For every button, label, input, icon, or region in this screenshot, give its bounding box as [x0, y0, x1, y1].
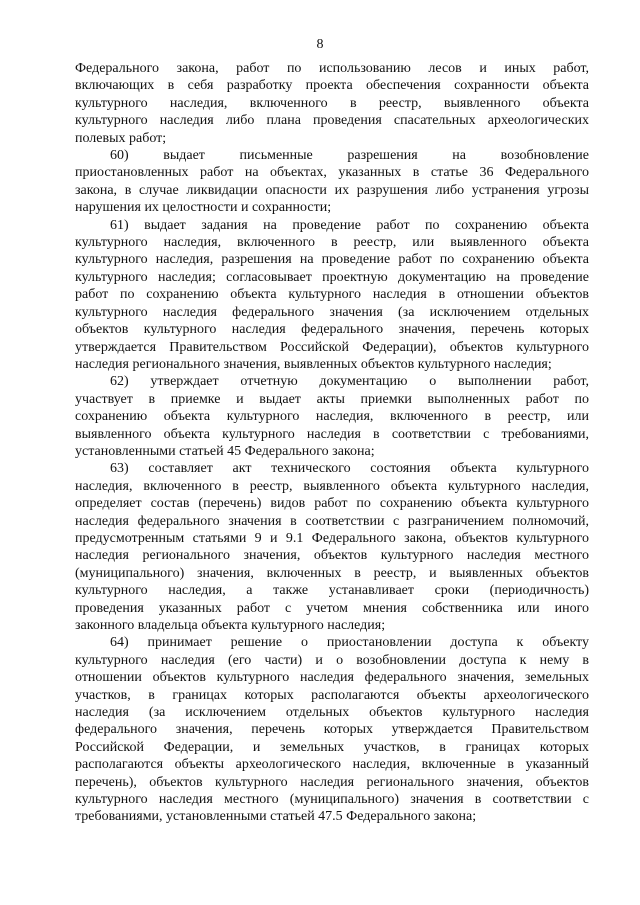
text-line: включающих в себя разработку проекта обеспечения сохранности объекта	[75, 78, 589, 94]
text-line: наследия (за исключением отдельных объектов культурного наследия	[75, 705, 589, 721]
text-line: утверждается Правительством Российской Федерации), объектов культурного	[75, 339, 589, 355]
text-line: наследия, включенного в реестр, выявленного объекта культурного наследия,	[75, 478, 589, 494]
text-line: культурного наследия, разрешения на проведение работ по сохранению объекта	[75, 252, 589, 268]
text-line: законного владельца объекта культурного наследия;	[75, 618, 386, 633]
text-line: культурного наследия (его части) и о возобновлении доступа к нему в	[75, 652, 589, 668]
text-line: перечень), объектов культурного наследия регионального значения, объектов	[75, 774, 589, 790]
text-line: предусмотренным статьями 9 и 9.1 Федерального закона, объектов культурного	[75, 530, 589, 546]
paragraph	[75, 373, 589, 460]
text-line: участков, в границах которых располагаются объекты археологического	[75, 687, 589, 703]
text-line: определяет состав (перечень) видов работ по сохранению объекта культурного	[75, 496, 589, 512]
text-line: культурного наследия местного (муниципального) значения в соответствии с	[75, 792, 589, 808]
page-number: 8	[316, 37, 324, 52]
text-line: 60) выдает письменные разрешения на возобновление	[110, 148, 589, 164]
text-line: 61) выдает задания на проведение работ по сохранению объекта	[110, 217, 589, 233]
text-line: требованиями, установленными статьей 47.5 Федерального закона;	[75, 809, 477, 825]
text-line: (муниципального) значения, включенных в реестр, и выявленных объектов	[75, 565, 589, 581]
text-line: располагаются объекты археологического наследия, включенные в указанный	[75, 757, 589, 773]
text-line: установленными статьей 45 Федерального закона;	[75, 443, 375, 459]
text-line: культурного наследия, включенного в реестр, или выявленного объекта	[75, 235, 589, 251]
text-line: Российской Федерации, и земельных участков, в границах которых	[75, 739, 589, 755]
text-line: закона, в случае ликвидации опасности их разрушения либо устранения угрозы	[75, 182, 589, 198]
paragraph	[75, 60, 589, 147]
paragraph	[75, 147, 589, 217]
document-body	[75, 60, 589, 826]
text-line: выявленного объекта культурного наследия в соответствии с требованиями,	[75, 426, 589, 442]
text-line: федерального значения, перечень которых утверждается Правительством	[75, 722, 589, 738]
text-line: 64) принимает решение о приостановлении доступа к объекту	[110, 635, 589, 651]
text-line: культурного наследия, включенного в реестр, выявленного объекта	[75, 95, 589, 111]
text-line: отношении объектов культурного наследия федерального значения, земельных	[75, 670, 589, 686]
text-line: 63) составляет акт технического состояния объекта культурного	[110, 461, 589, 477]
text-line: нарушения их целостности и сохранности;	[75, 200, 332, 216]
text-line: объектов культурного наследия федерального значения, перечень которых	[75, 322, 589, 338]
text-line: 62) утверждает отчетную документацию о выполнении работ,	[110, 374, 589, 390]
text-line: наследия федерального значения в соответствии с разграничением полномочий,	[75, 513, 589, 529]
text-line: культурного наследия федерального значения (за исключением отдельных	[75, 304, 589, 320]
text-line: культурного наследия либо плана проведения спасательных археологических	[75, 113, 589, 129]
text-line: работ по сохранению объекта культурного наследия в отношении объектов	[75, 287, 589, 303]
paragraph	[75, 634, 589, 825]
paragraph	[75, 460, 589, 634]
text-line: Федерального закона, работ по использованию лесов и иных работ,	[75, 61, 589, 76]
text-line: культурного наследия, а также устанавливает сроки (периодичность)	[75, 583, 589, 599]
text-line: культурного наследия; согласовывает проектную документацию на проведение	[75, 269, 589, 285]
text-line: наследия регионального значения, выявленных объектов культурного наследия;	[75, 356, 552, 372]
text-line: полевых работ;	[75, 130, 167, 146]
text-line: наследия регионального значения, объектов культурного наследия местного	[75, 548, 589, 564]
text-line: проведения указанных работ с учетом мнения собственника или иного	[75, 600, 589, 616]
paragraph	[75, 217, 589, 374]
text-line: сохранению объекта культурного наследия, включенного в реестр, или	[75, 409, 589, 425]
text-line: приостановленных работ на объектах, указанных в статье 36 Федерального	[75, 165, 589, 181]
text-line: участвует в приемке и выдает акты приемки выполненных работ по	[75, 391, 589, 407]
